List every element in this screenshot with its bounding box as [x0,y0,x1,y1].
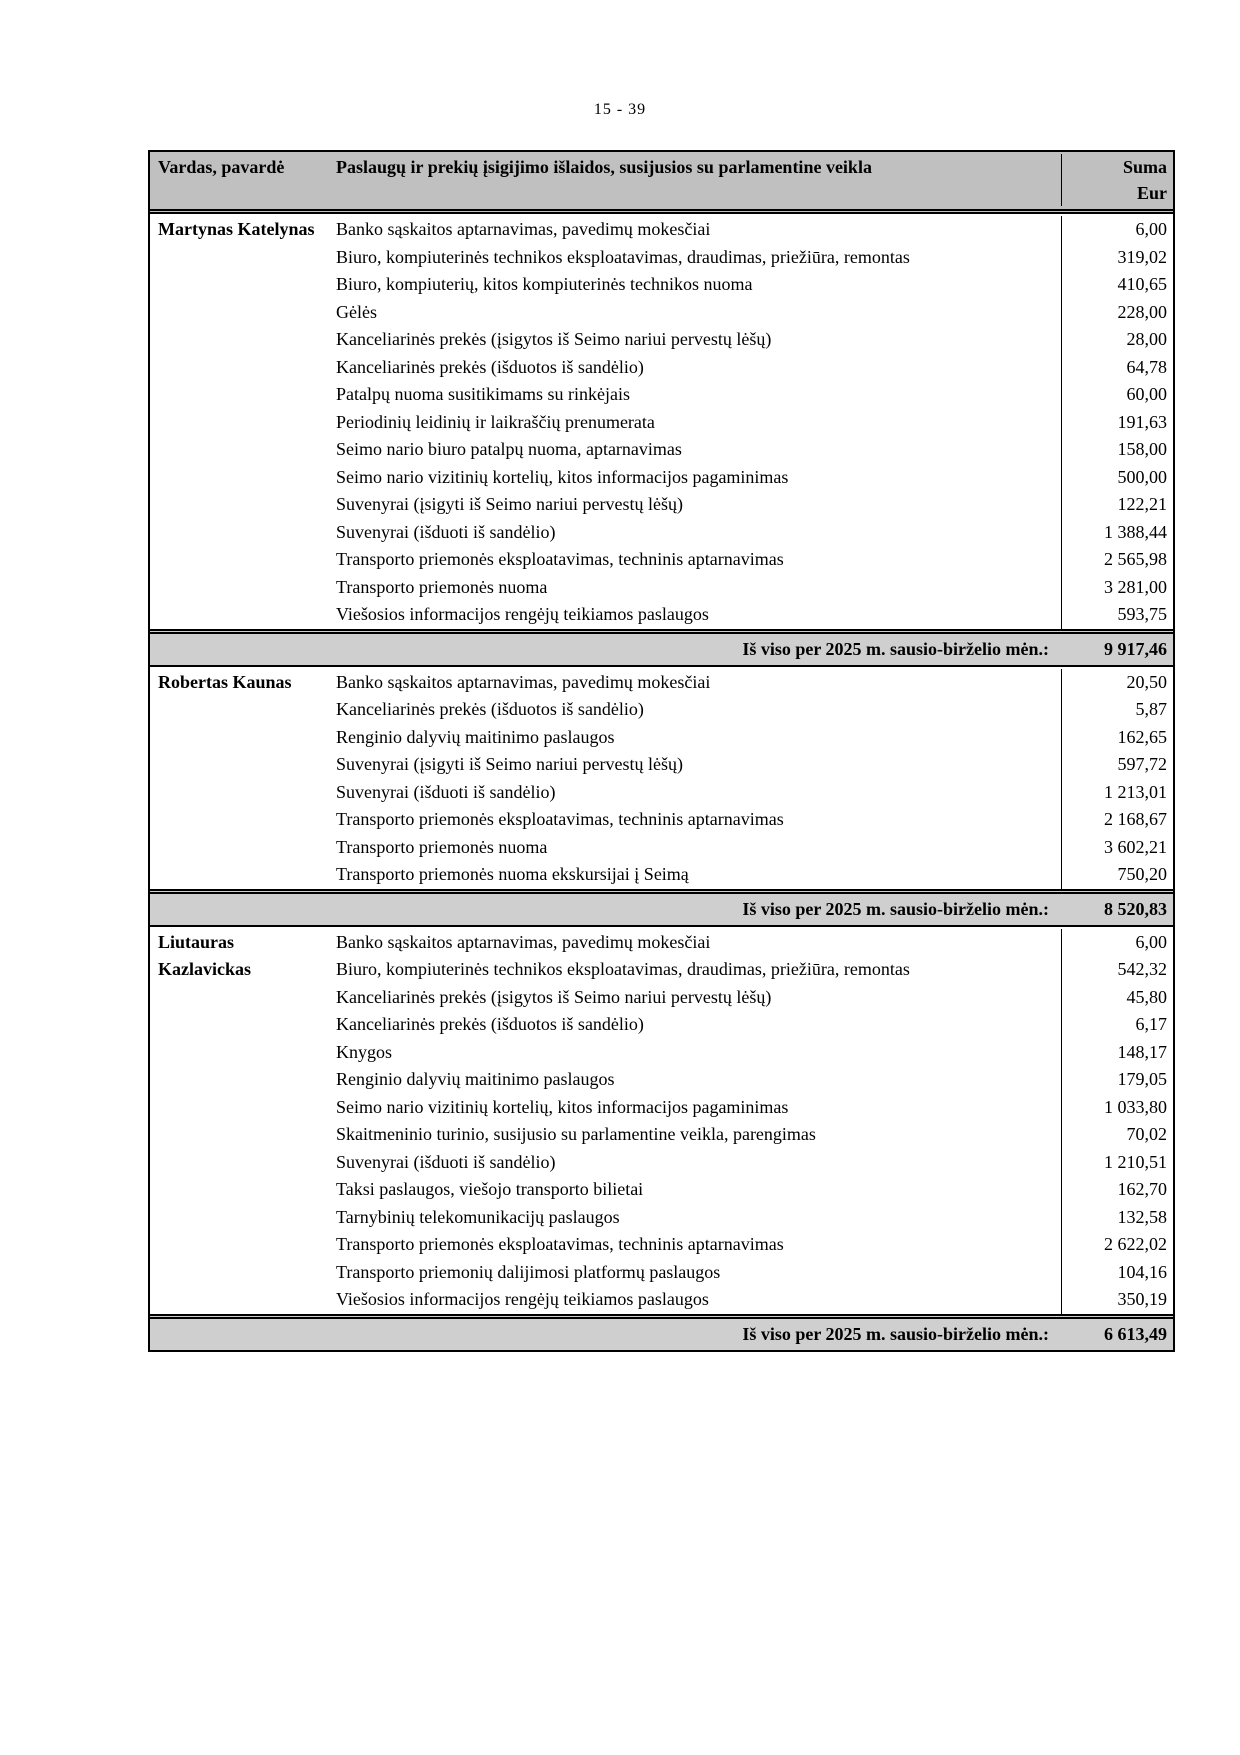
expense-row [332,1039,1173,1067]
expense-amount: 3 602,21 [1061,834,1173,862]
expense-label: Skaitmeninio turinio, susijusio su parlamentine veikla, parengimas [336,1124,816,1144]
expense-amount: 500,00 [1061,464,1173,492]
member-name: Robertas Kaunas [158,671,292,692]
header-sum-column [1061,154,1173,206]
member-expense-rows [332,669,1173,889]
expense-row [332,724,1173,752]
expense-label: Renginio dalyvių maitinimo paslaugos [336,1069,615,1089]
expense-amount: 158,00 [1061,436,1173,464]
expense-label: Transporto priemonės nuoma ekskursijai į Seimą [336,864,689,884]
expense-row [332,956,1173,984]
expense-label: Kanceliarinės prekės (išduotos iš sandėlio) [336,1014,644,1034]
expense-amount: 179,05 [1061,1066,1173,1094]
expense-amount: 410,65 [1061,271,1173,299]
expense-label: Kanceliarinės prekės (įsigytos iš Seimo nariui pervestų lėšų) [336,986,772,1007]
subtotal-amount: 8 520,83 [1104,898,1167,919]
expense-amount: 191,63 [1061,409,1173,437]
expense-amount: 104,16 [1061,1259,1173,1287]
expense-label: Biuro, kompiuterinės technikos eksploatavimas, draudimas, priežiūra, remontas [336,959,910,979]
expense-row [332,546,1173,574]
expense-label: Seimo nario biuro patalpų nuoma, aptarnavimas [336,439,682,459]
table-body [150,214,1173,1352]
member-expense-rows [332,216,1173,629]
expense-amount: 5,87 [1061,696,1173,724]
expense-row [332,1094,1173,1122]
expense-amount: 122,21 [1061,491,1173,519]
expense-amount: 597,72 [1061,751,1173,779]
member-name: Liutauras Kazlavickas [158,931,251,979]
expense-row [332,216,1173,244]
expense-amount: 3 281,00 [1061,574,1173,602]
page-number: 15 - 39 [593,101,647,118]
expense-label: Suvenyrai (išduoti iš sandėlio) [336,521,556,542]
expense-amount: 60,00 [1061,381,1173,409]
expense-label: Seimo nario vizitinių kortelių, kitos informacijos pagaminimas [336,1096,789,1117]
expense-amount: 542,32 [1061,956,1173,984]
expense-row [332,1176,1173,1204]
expense-label: Transporto priemonės nuoma [336,576,548,597]
expense-row [332,464,1173,492]
expense-amount: 1 388,44 [1061,519,1173,547]
expense-label: Transporto priemonės nuoma [336,836,548,857]
expense-label: Transporto priemonių dalijimosi platformų paslaugos [336,1261,721,1282]
expense-amount: 6,00 [1061,929,1173,957]
expense-label: Viešosios informacijos rengėjų teikiamos paslaugos [336,604,709,624]
member-expense-rows [332,929,1173,1314]
expense-row [332,1066,1173,1094]
expense-row [332,1204,1173,1232]
expense-label: Periodinių leidinių ir laikraščių prenumerata [336,411,655,432]
expense-amount: 70,02 [1061,1121,1173,1149]
expense-row [332,519,1173,547]
expense-row [332,1259,1173,1287]
header-sum-line2: Eur [1136,183,1167,203]
subtotal-amount: 6 613,49 [1104,1323,1167,1344]
expense-row [332,299,1173,327]
expense-row [332,834,1173,862]
expense-amount: 2 565,98 [1061,546,1173,574]
header-name-column: Vardas, pavardė [158,157,285,177]
expense-row [332,779,1173,807]
expense-row [332,861,1173,889]
expense-label: Transporto priemonės eksploatavimas, techninis aptarnavimas [336,549,784,569]
expense-label: Tarnybinių telekomunikacijų paslaugos [336,1206,620,1227]
expense-amount: 228,00 [1061,299,1173,327]
expense-row [332,326,1173,354]
subtotal-label: Iš viso per 2025 m. sausio-birželio mėn.: [742,638,1049,659]
expense-label: Viešosios informacijos rengėjų teikiamos paslaugos [336,1289,709,1309]
expense-row [332,601,1173,629]
expense-amount: 593,75 [1061,601,1173,629]
expense-label: Kanceliarinės prekės (išduotos iš sandėlio) [336,356,644,377]
expense-label: Suvenyrai (išduoti iš sandėlio) [336,781,556,802]
expense-label: Patalpų nuoma susitikimams su rinkėjais [336,384,630,404]
expense-row [332,354,1173,382]
expense-label: Biuro, kompiuterinės technikos eksploatavimas, draudimas, priežiūra, remontas [336,246,910,267]
expense-amount: 2 622,02 [1061,1231,1173,1259]
member-section [150,927,1173,1314]
expense-label: Suvenyrai (įsigyti iš Seimo nariui pervestų lėšų) [336,494,683,514]
expense-row [332,574,1173,602]
expense-row [332,929,1173,957]
header-expenses-column: Paslaugų ir prekių įsigijimo išlaidos, susijusios su parlamentine veikla [336,157,872,177]
expense-amount: 750,20 [1061,861,1173,889]
expense-row [332,436,1173,464]
expense-amount: 1 033,80 [1061,1094,1173,1122]
header-sum-line1: Suma [1122,157,1167,177]
subtotal-row [150,629,1173,667]
expense-label: Taksi paslaugos, viešojo transporto bilietai [336,1179,644,1199]
expense-label: Biuro, kompiuterių, kitos kompiuterinės technikos nuoma [336,274,753,294]
expense-row [332,696,1173,724]
subtotal-label: Iš viso per 2025 m. sausio-birželio mėn.: [742,898,1049,919]
member-name: Martynas Katelynas [158,219,315,239]
expense-row [332,1231,1173,1259]
expense-amount: 148,17 [1061,1039,1173,1067]
expense-label: Banko sąskaitos aptarnavimas, pavedimų mokesčiai [336,671,711,692]
expense-label: Suvenyrai (įsigyti iš Seimo nariui pervestų lėšų) [336,754,683,774]
expense-row [332,806,1173,834]
expense-amount: 162,65 [1061,724,1173,752]
expense-label: Banko sąskaitos aptarnavimas, pavedimų mokesčiai [336,931,711,952]
expense-label: Gėlės [336,301,377,322]
subtotal-row [150,1314,1173,1352]
expense-row [332,409,1173,437]
expense-amount: 45,80 [1061,984,1173,1012]
expense-row [332,271,1173,299]
expense-amount: 6,17 [1061,1011,1173,1039]
subtotal-amount: 9 917,46 [1104,638,1167,659]
expense-amount: 6,00 [1061,216,1173,244]
expense-label: Kanceliarinės prekės (įsigytos iš Seimo nariui pervestų lėšų) [336,329,772,349]
member-section [150,214,1173,629]
expense-amount: 319,02 [1061,244,1173,272]
expense-amount: 28,00 [1061,326,1173,354]
subtotal-label: Iš viso per 2025 m. sausio-birželio mėn.: [742,1323,1049,1344]
expense-label: Kanceliarinės prekės (išduotos iš sandėlio) [336,699,644,719]
expense-row [332,1149,1173,1177]
expense-label: Banko sąskaitos aptarnavimas, pavedimų mokesčiai [336,219,711,239]
expense-amount: 1 210,51 [1061,1149,1173,1177]
expense-row [332,751,1173,779]
expense-row [332,381,1173,409]
expense-row [332,1121,1173,1149]
expense-label: Transporto priemonės eksploatavimas, techninis aptarnavimas [336,1234,784,1254]
expense-row [332,491,1173,519]
expense-amount: 162,70 [1061,1176,1173,1204]
subtotal-row [150,889,1173,927]
expense-row [332,244,1173,272]
table-header-row [150,152,1173,214]
expense-label: Renginio dalyvių maitinimo paslaugos [336,726,615,747]
expense-row [332,984,1173,1012]
expense-label: Suvenyrai (išduoti iš sandėlio) [336,1151,556,1172]
expense-amount: 64,78 [1061,354,1173,382]
expense-table [148,150,1175,1352]
member-section [150,667,1173,889]
expense-label: Seimo nario vizitinių kortelių, kitos informacijos pagaminimas [336,466,789,487]
expense-amount: 350,19 [1061,1286,1173,1314]
expense-row [332,1011,1173,1039]
expense-amount: 2 168,67 [1061,806,1173,834]
expense-amount: 132,58 [1061,1204,1173,1232]
expense-row [332,669,1173,697]
expense-label: Transporto priemonės eksploatavimas, techninis aptarnavimas [336,809,784,829]
expense-amount: 20,50 [1061,669,1173,697]
expense-amount: 1 213,01 [1061,779,1173,807]
expense-row [332,1286,1173,1314]
expense-label: Knygos [336,1041,393,1062]
